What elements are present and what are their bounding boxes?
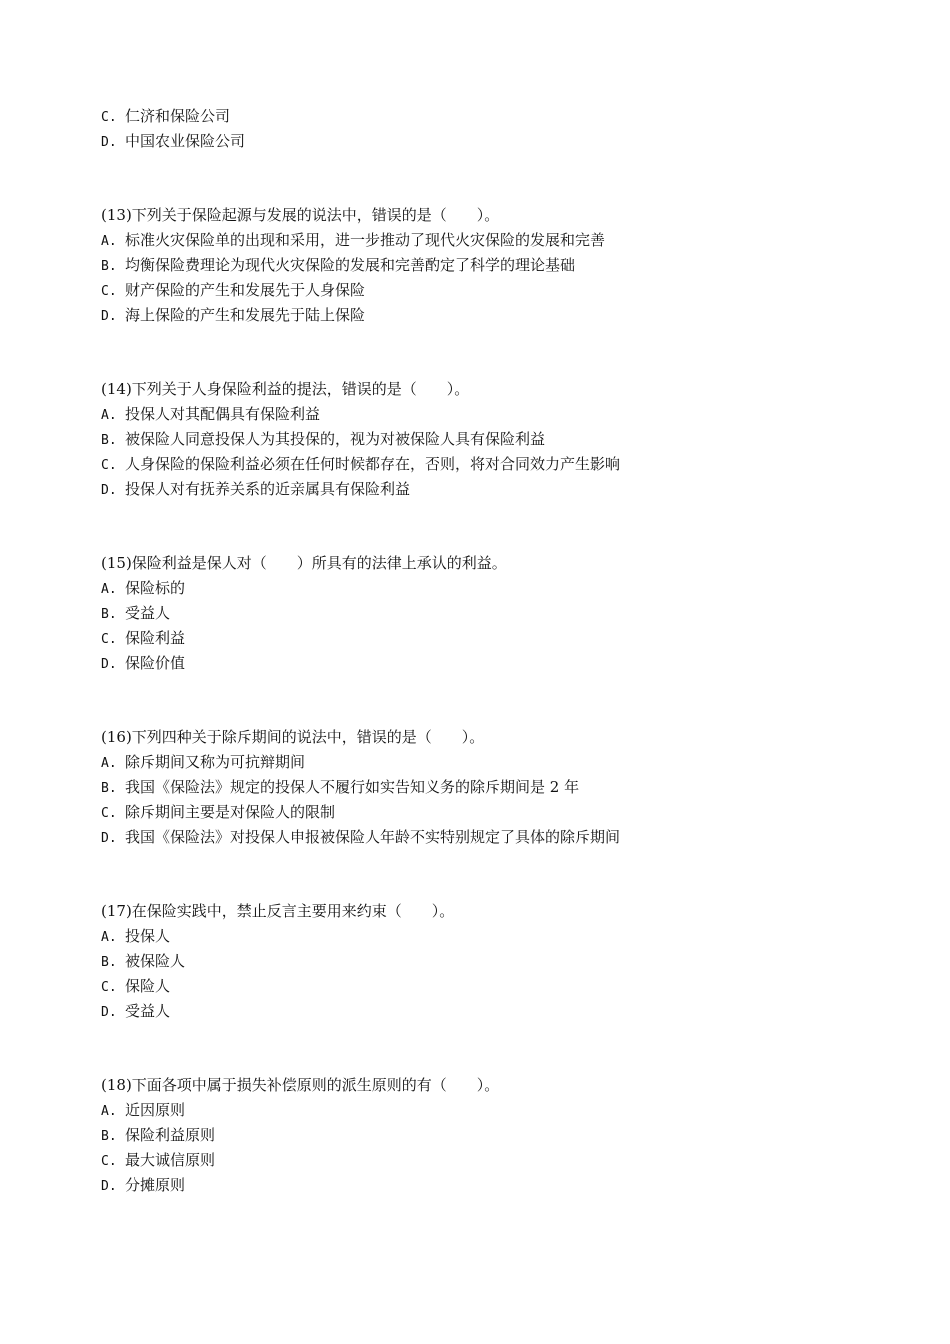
option-letter: D. (101, 309, 117, 324)
option-text: 除斥期间又称为可抗辩期间 (125, 753, 306, 771)
option-letter: D. (101, 657, 117, 672)
option-text: 我国《保险法》对投保人申报被保险人年龄不实特别规定了具体的除斥期间 (125, 828, 621, 846)
option-item (101, 452, 901, 477)
option-text: 保险人 (125, 977, 171, 995)
question-15 (101, 551, 901, 676)
option-text: 除斥期间主要是对保险人的限制 (125, 803, 336, 821)
question-stem: (16)下列四种关于除斥期间的说法中，错误的是（ ）。 (101, 728, 485, 746)
option-text: 我国《保险法》规定的投保人不履行如实告知义务的除斥期间是 2 年 (125, 778, 580, 796)
option-item (101, 974, 901, 999)
option-text: 受益人 (125, 1002, 171, 1020)
option-letter: C. (101, 284, 117, 299)
option-letter: D. (101, 831, 117, 846)
option-letter: A. (101, 582, 117, 597)
option-letter: A. (101, 1104, 117, 1119)
option-letter: C. (101, 980, 117, 995)
option-item (101, 949, 901, 974)
question-stem: (13)下列关于保险起源与发展的说法中，错误的是（ ）。 (101, 206, 500, 224)
option-text: 保险标的 (125, 579, 186, 597)
option-text: 标准火灾保险单的出现和采用，进一步推动了现代火灾保险的发展和完善 (125, 231, 606, 249)
option-text: 财产保险的产生和发展先于人身保险 (125, 281, 366, 299)
option-letter: B. (101, 955, 117, 970)
option-letter: C. (101, 806, 117, 821)
option-letter: C. (101, 458, 117, 473)
option-text: 分摊原则 (125, 1176, 186, 1194)
option-text: 均衡保险费理论为现代火灾保险的发展和完善酌定了科学的理论基础 (125, 256, 576, 274)
option-item (101, 999, 901, 1024)
option-item (101, 253, 901, 278)
option-item (101, 303, 901, 328)
option-item (101, 1148, 901, 1173)
option-text: 被保险人同意投保人为其投保的，视为对被保险人具有保险利益 (125, 430, 546, 448)
option-letter: B. (101, 607, 117, 622)
option-letter: A. (101, 756, 117, 771)
option-letter: B. (101, 781, 117, 796)
option-item (101, 651, 901, 676)
option-item (101, 402, 901, 427)
option-item (101, 129, 901, 154)
option-item (101, 1173, 901, 1198)
option-item (101, 278, 901, 303)
question-18 (101, 1073, 901, 1198)
option-text: 中国农业保险公司 (125, 132, 246, 150)
option-item (101, 750, 901, 775)
option-item (101, 104, 901, 129)
option-text: 投保人对其配偶具有保险利益 (125, 405, 321, 423)
option-text: 近因原则 (125, 1101, 186, 1119)
option-item (101, 576, 901, 601)
option-letter: D. (101, 135, 117, 150)
option-text: 投保人对有抚养关系的近亲属具有保险利益 (125, 480, 411, 498)
option-item (101, 1098, 901, 1123)
option-text: 仁济和保险公司 (125, 107, 231, 125)
question-14 (101, 377, 901, 502)
question-17 (101, 899, 901, 1024)
option-item (101, 427, 901, 452)
option-letter: B. (101, 259, 117, 274)
option-letter: B. (101, 433, 117, 448)
option-text: 最大诚信原则 (125, 1151, 216, 1169)
option-letter: C. (101, 110, 117, 125)
option-letter: D. (101, 483, 117, 498)
document-page (101, 104, 901, 1198)
question-stem: (14)下列关于人身保险利益的提法，错误的是（ ）。 (101, 380, 470, 398)
option-item (101, 601, 901, 626)
continued-options (101, 104, 901, 154)
option-item (101, 800, 901, 825)
option-item (101, 924, 901, 949)
option-letter: D. (101, 1179, 117, 1194)
option-item (101, 477, 901, 502)
option-item (101, 626, 901, 651)
option-letter: B. (101, 1129, 117, 1144)
question-stem: (18)下面各项中属于损失补偿原则的派生原则的有（ ）。 (101, 1076, 500, 1094)
option-text: 受益人 (125, 604, 171, 622)
option-letter: C. (101, 1154, 117, 1169)
option-text: 保险价值 (125, 654, 186, 672)
question-stem: (17)在保险实践中，禁止反言主要用来约束（ ）。 (101, 902, 455, 920)
option-text: 海上保险的产生和发展先于陆上保险 (125, 306, 366, 324)
question-13 (101, 203, 901, 328)
option-text: 保险利益 (125, 629, 186, 647)
option-item (101, 825, 901, 850)
option-letter: A. (101, 930, 117, 945)
option-letter: C. (101, 632, 117, 647)
option-letter: A. (101, 234, 117, 249)
option-letter: A. (101, 408, 117, 423)
option-item (101, 775, 901, 800)
question-16 (101, 725, 901, 850)
question-stem: (15)保险利益是保人对（ ）所具有的法律上承认的利益。 (101, 554, 507, 572)
option-letter: D. (101, 1005, 117, 1020)
option-text: 人身保险的保险利益必须在任何时候都存在，否则，将对合同效力产生影响 (125, 455, 621, 473)
option-text: 被保险人 (125, 952, 186, 970)
option-item (101, 228, 901, 253)
option-text: 投保人 (125, 927, 171, 945)
option-text: 保险利益原则 (125, 1126, 216, 1144)
option-item (101, 1123, 901, 1148)
